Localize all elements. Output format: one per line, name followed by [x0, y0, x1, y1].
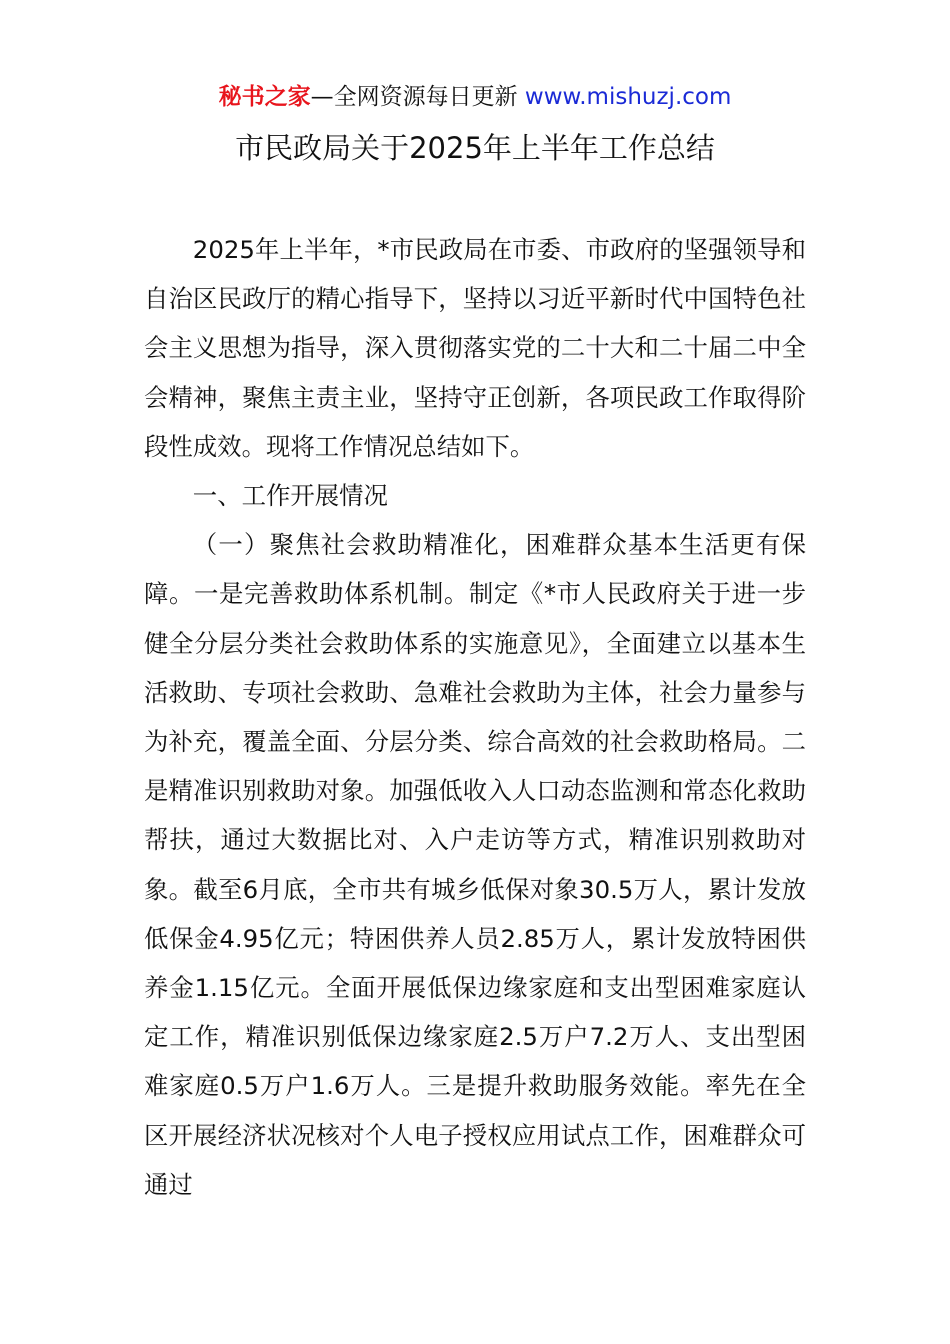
- body-paragraph: （一）聚焦社会救助精准化，困难群众基本生活更有保障。一是完善救助体系机制。制定《*市人民政府关于进一步健全分层分类社会救助体系的实施意见》，全面建立以基本生活救助、专项社会救助、急难社会救助为主体，社会力量参与为补充，覆盖全面、分层分类、综合高效的社会救助格局。二是精准识别救助对象。加强低收入人口动态监测和常态化救助帮扶，通过大数据比对、入户走访等方式，精准识别救助对象。截至6月底，全市共有城乡低保对象30.5万人，累计发放低保金4.95亿元；特困供养人员2.85万人，累计发放特困供养金1.15亿元。全面开展低保边缘家庭和支出型困难家庭认定工作，精准识别低保边缘家庭2.5万户7.2万人、支出型困难家庭0.5万户1.6万人。三是提升救助服务效能。率先在全区开展经济状况核对个人电子授权应用试点工作，困难群众可通过: [144, 530, 806, 1199]
- document-title: 市民政局关于2025年上半年工作总结: [235, 131, 715, 165]
- intro-paragraph: 2025年上半年，*市民政局在市委、市政府的坚强领导和自治区民政厅的精心指导下，坚持以习近平新时代中国特色社会主义思想为指导，深入贯彻落实党的二十大和二十届二中全会精神，聚焦主责主业，坚持守正创新，各项民政工作取得阶段性成效。现将工作情况总结如下。: [144, 235, 806, 461]
- site-tagline: —全网资源每日更新: [310, 84, 525, 110]
- site-url-link[interactable]: www.mishuzj.com: [524, 84, 732, 110]
- site-brand: 秘书之家: [218, 84, 311, 110]
- section-heading: 一、工作开展情况: [192, 481, 388, 511]
- document-body: [144, 225, 806, 1209]
- site-banner: [0, 80, 950, 114]
